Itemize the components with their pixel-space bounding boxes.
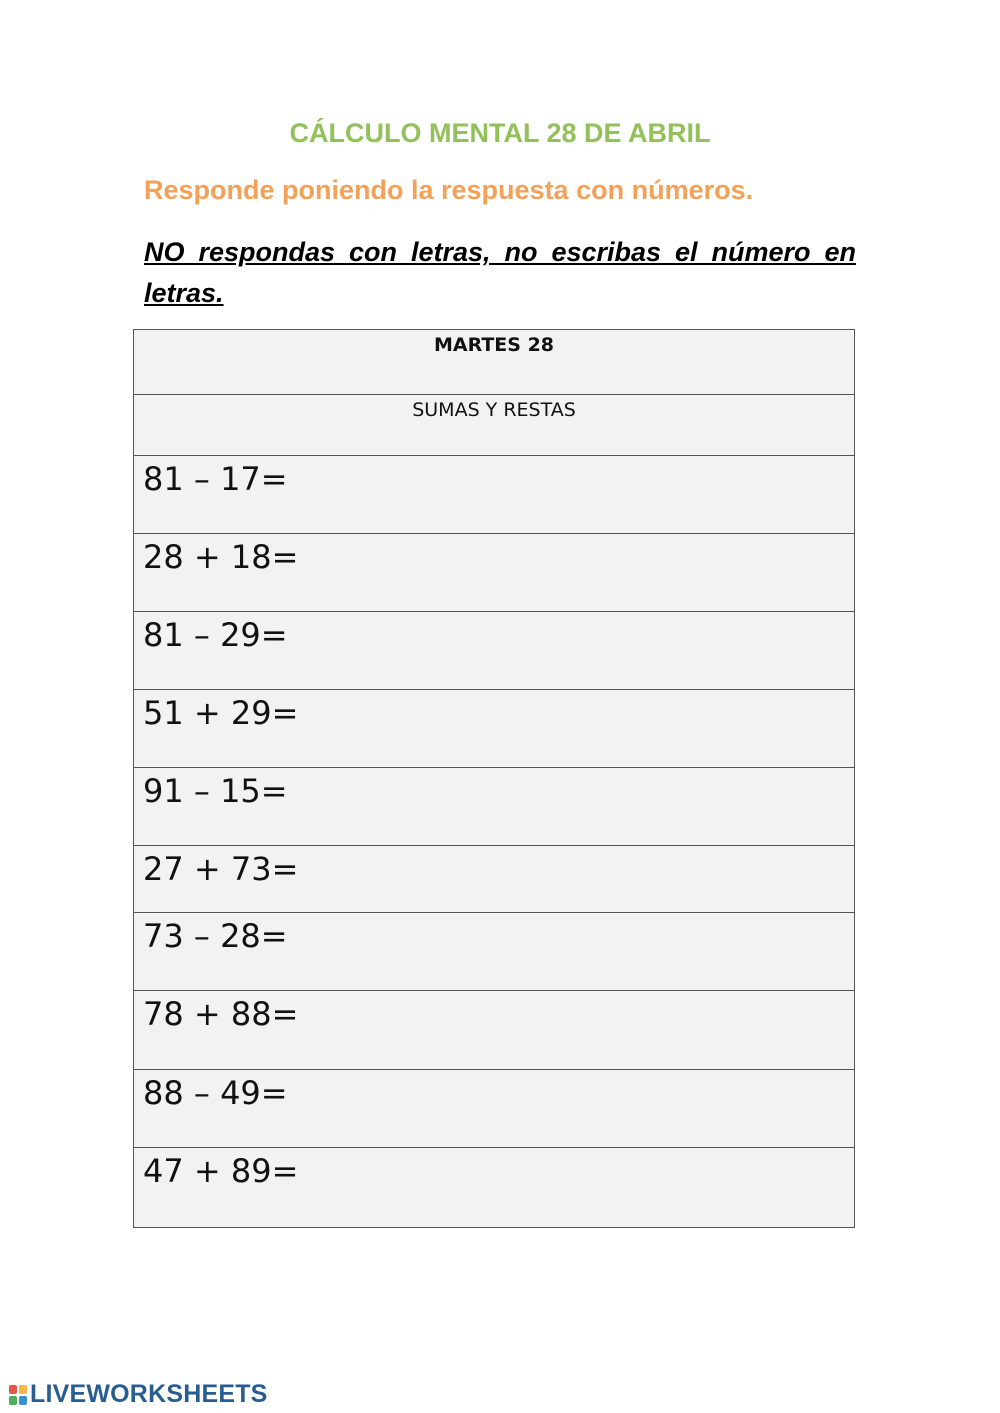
- exercise-row: [134, 768, 854, 846]
- operations-heading: SUMAS Y RESTAS: [412, 399, 576, 421]
- liveworksheets-logo-icon: [8, 1384, 28, 1406]
- exercise-label: 88 – 49=: [143, 1074, 288, 1112]
- exercise-row: [134, 690, 854, 768]
- exercise-row: [134, 456, 854, 534]
- exercise-row: [134, 913, 854, 991]
- page-title: CÁLCULO MENTAL 28 DE ABRIL: [289, 118, 711, 148]
- table-header-operations-row: [134, 395, 854, 456]
- exercise-label: 51 + 29=: [143, 694, 299, 732]
- exercise-label: 81 – 29=: [143, 616, 288, 654]
- exercise-row: [134, 1148, 854, 1227]
- exercise-row: [134, 534, 854, 612]
- answer-input[interactable]: [284, 618, 828, 660]
- exercise-label: 28 + 18=: [143, 538, 299, 576]
- answer-input[interactable]: [284, 774, 828, 816]
- answer-input[interactable]: [284, 997, 828, 1039]
- exercise-table: [133, 329, 855, 1228]
- answer-input[interactable]: [284, 696, 828, 738]
- answer-input[interactable]: [284, 1076, 828, 1118]
- exercise-row: [134, 612, 854, 690]
- instruction-warning: NO respondas con letras, no escribas el número en letras.: [144, 237, 856, 308]
- day-heading: MARTES 28: [433, 334, 555, 356]
- liveworksheets-logo[interactable]: [8, 1380, 268, 1409]
- exercise-row: [134, 1070, 854, 1148]
- answer-input[interactable]: [284, 919, 828, 961]
- instruction-subtitle: Responde poniendo la respuesta con números.: [144, 175, 754, 205]
- answer-input[interactable]: [284, 462, 828, 504]
- exercise-label: 73 – 28=: [143, 917, 288, 955]
- exercise-row: [134, 846, 854, 913]
- table-header-day-row: [134, 330, 854, 395]
- exercise-label: 91 – 15=: [143, 772, 288, 810]
- exercise-label: 27 + 73=: [143, 850, 299, 888]
- answer-input[interactable]: [284, 540, 828, 582]
- exercise-label: 47 + 89=: [143, 1152, 299, 1190]
- exercise-label: 78 + 88=: [143, 995, 299, 1033]
- answer-input[interactable]: [284, 852, 828, 894]
- logo-text: LIVEWORKSHEETS: [30, 1380, 268, 1408]
- exercise-label: 81 – 17=: [143, 460, 288, 498]
- exercise-row: [134, 991, 854, 1070]
- answer-input[interactable]: [284, 1154, 828, 1196]
